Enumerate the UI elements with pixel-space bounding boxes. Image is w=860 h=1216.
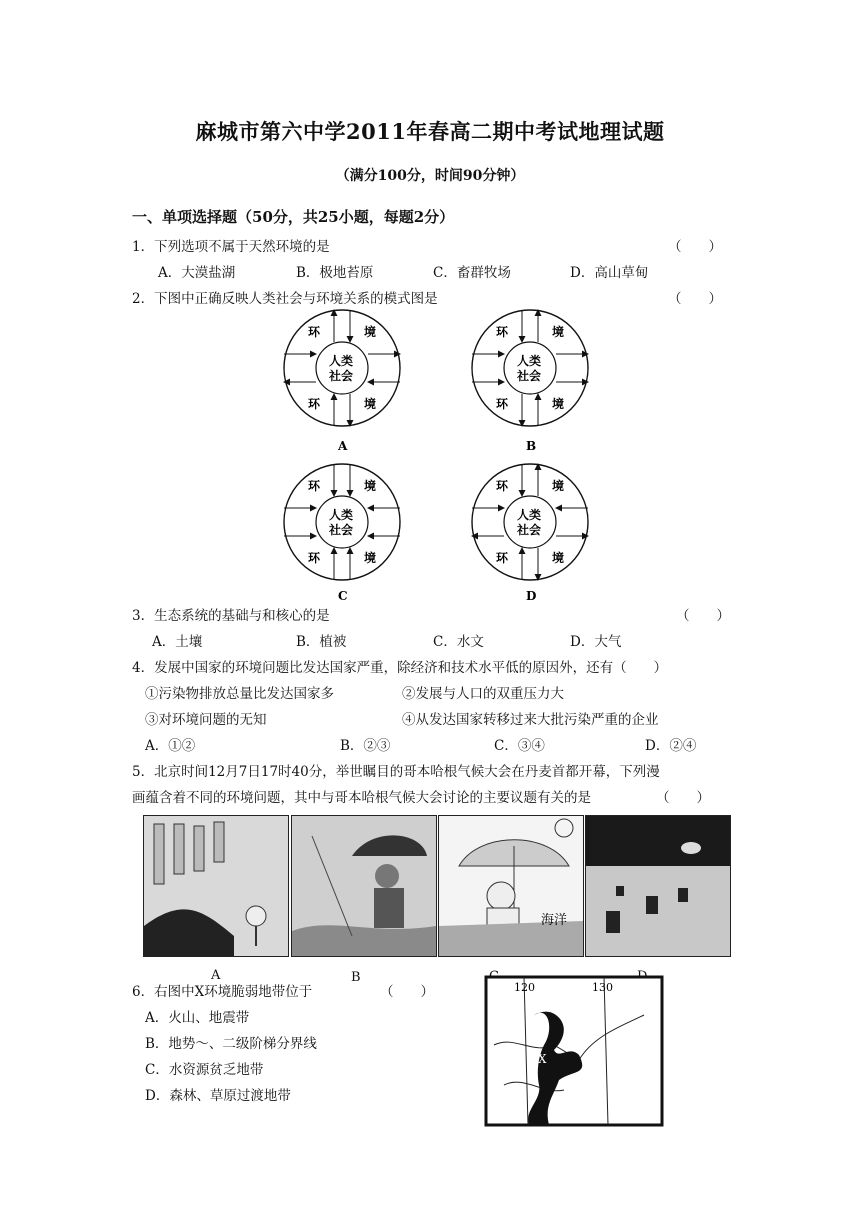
q4-statement-3: ③对环境问题的无知 (145, 712, 267, 728)
diagram-b-env-right-2: 境 (552, 397, 565, 411)
diagram-b-label: B (526, 439, 537, 453)
diagram-b-env-right: 境 (552, 325, 565, 339)
diagram-c-center-2: 社会 (329, 523, 354, 537)
diagram-b-center-1: 人类 (517, 354, 542, 368)
q3-option-c: C．水文 (433, 634, 484, 650)
diagram-d-env-left-2: 环 (496, 551, 509, 565)
q1-option-d: D．高山草甸 (570, 265, 649, 281)
diagram-a-center-2: 社会 (329, 369, 354, 383)
page-subtitle: （满分100分，时间90分钟） (335, 168, 525, 184)
diagram-c-center-1: 人类 (329, 508, 354, 522)
q6-option-a: A．火山、地震带 (145, 1010, 250, 1026)
q1-option-c: C．畜群牧场 (433, 265, 511, 281)
diagram-a (282, 308, 406, 464)
question-5-paren: （ ） (656, 790, 710, 806)
q4-statement-4: ④从发达国家转移过来大批污染严重的企业 (402, 712, 659, 728)
q6-option-c: C．水资源贫乏地带 (145, 1062, 264, 1078)
diagram-a-env-left: 环 (308, 325, 321, 339)
q4-option-d: D．②④ (645, 738, 697, 754)
diagram-d-env-right-2: 境 (552, 551, 565, 565)
q3-option-d: D．大气 (570, 634, 622, 650)
map-lon-130: 130 (592, 981, 613, 994)
diagram-d-env-right: 境 (552, 479, 565, 493)
diagram-a-env-right: 境 (364, 325, 377, 339)
diagram-c (282, 462, 406, 606)
diagram-a-env-left-2: 环 (308, 397, 321, 411)
q4-statement-1: ①污染物排放总量比发达国家多 (145, 686, 334, 702)
diagram-c-label: C (338, 589, 348, 603)
map-x-mark: X (538, 1052, 547, 1066)
diagram-a-env-right-2: 境 (364, 397, 377, 411)
diagram-d-center-2: 社会 (517, 523, 542, 537)
diagram-d-env-left: 环 (496, 479, 509, 493)
cartoon-c-polar-bear (438, 815, 584, 957)
q3-option-b: B．植被 (296, 634, 347, 650)
question-2-stem: 2．下图中正确反映人类社会与环境关系的模式图是 (132, 291, 438, 307)
diagram-b-env-left-2: 环 (496, 397, 509, 411)
diagram-c-env-right: 境 (364, 479, 377, 493)
diagram-b (470, 308, 594, 464)
diagram-b-env-left: 环 (496, 325, 509, 339)
question-3-paren: （ ） (676, 608, 730, 624)
diagram-d (470, 462, 594, 606)
diagram-c-env-left-2: 环 (308, 551, 321, 565)
cartoon-c-ocean-label: 海洋 (541, 913, 568, 928)
question-5-stem-line2: 画蕴含着不同的环境问题，其中与哥本哈根气候大会讨论的主要议题有关的是 (132, 790, 591, 806)
map-lon-120: 120 (514, 981, 535, 994)
china-region-map (484, 975, 664, 1127)
q1-option-a: A．大漠盐湖 (158, 265, 236, 281)
diagram-c-env-left: 环 (308, 479, 321, 493)
q6-option-b: B．地势～、二级阶梯分界线 (145, 1036, 317, 1052)
q4-option-a: A．①② (145, 738, 196, 754)
question-6-paren: （ ） (380, 984, 434, 1000)
diagram-a-label: A (338, 439, 348, 453)
q4-option-c: C．③④ (494, 738, 545, 754)
diagram-d-label: D (526, 589, 537, 603)
cartoon-d-deforestation (585, 815, 731, 957)
section-heading: 一、单项选择题（50分，共25小题，每题2分） (132, 208, 455, 226)
q3-option-a: A．土壤 (152, 634, 203, 650)
q4-option-b: B．②③ (340, 738, 391, 754)
diagram-a-center-1: 人类 (329, 354, 354, 368)
diagram-c-env-right-2: 境 (364, 551, 377, 565)
cartoon-b-label: B (351, 970, 361, 985)
cartoon-b-acid-rain (291, 815, 437, 957)
cartoon-a-pollution (143, 815, 289, 957)
question-4-stem: 4．发展中国家的环境问题比发达国家严重，除经济和技术水平低的原因外，还有（ ） (132, 660, 668, 676)
question-1-paren: （ ） (668, 239, 722, 255)
question-6-stem: 6．右图中X环境脆弱地带位于 (132, 984, 313, 1000)
question-2-paren: （ ） (668, 291, 722, 307)
q1-option-b: B．极地苔原 (296, 265, 374, 281)
diagram-b-center-2: 社会 (517, 369, 542, 383)
question-1-stem: 1．下列选项不属于天然环境的是 (132, 239, 330, 255)
diagram-d-center-1: 人类 (517, 508, 542, 522)
q4-statement-2: ②发展与人口的双重压力大 (402, 686, 564, 702)
page-title: 麻城市第六中学2011年春高二期中考试地理试题 (195, 119, 665, 144)
question-3-stem: 3．生态系统的基础与和核心的是 (132, 608, 330, 624)
q6-option-d: D．森林、草原过渡地带 (145, 1088, 291, 1104)
question-5-stem-line1: 5．北京时间12月7日17时40分，举世瞩目的哥本哈根气候大会在丹麦首都开幕，下列漫 (132, 764, 660, 780)
cartoon-a-label: A (211, 968, 221, 983)
